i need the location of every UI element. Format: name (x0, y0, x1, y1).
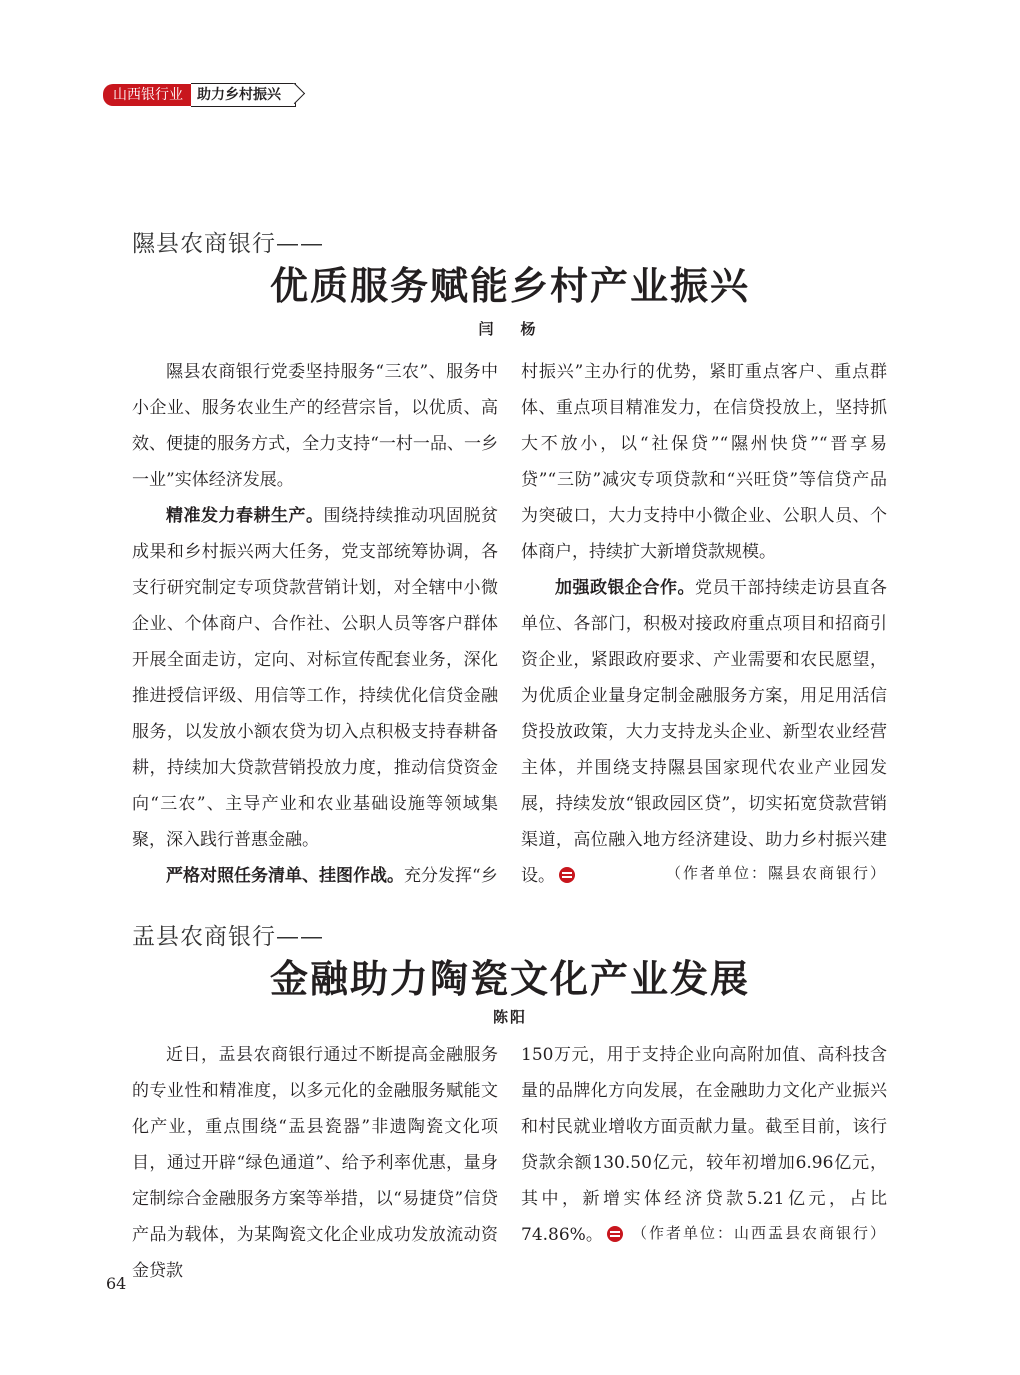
paragraph (132, 498, 498, 858)
paragraph: 近日，盂县农商银行通过不断提高金融服务的专业性和精准度，以多元化的金融服务赋能文化产业，重点围绕“盂县瓷器”非遗陶瓷文化项目，通过开辟“绿色通道”、给予利率优惠，量身定制综合金融服务方案等举措，以“易捷贷”信贷产品为载体，为某陶瓷文化企业成功发放流动资金贷款 (132, 1045, 498, 1281)
paragraph-body: 充分发挥“乡 (404, 866, 498, 886)
article2-right-column (521, 1037, 887, 1253)
article2-title: 金融助力陶瓷文化产业发展 (269, 956, 750, 1001)
paragraph-lead: 严格对照任务清单、挂图作战。 (166, 866, 404, 886)
article1-credit: （作者单位：隰县农商银行） (665, 864, 887, 882)
article1-kicker: 隰县农商银行—— (132, 231, 324, 257)
paragraph: 村振兴”主办行的优势，紧盯重点客户、重点群体、重点项目精准发力，在信贷投放上，坚持抓大不放小，以“社保贷”“隰州快贷”“晋享易贷”“三防”减灾专项贷款和“兴旺贷”等信贷产品为突破口，大力支持中小微企业、公职人员、个体商户，持续扩大新增贷款规模。 (521, 362, 887, 562)
article2-credit: （作者单位：山西盂县农商银行） (631, 1224, 887, 1242)
paragraph-lead: 加强政银企合作。 (555, 578, 695, 598)
article2-kicker: 盂县农商银行—— (132, 924, 324, 950)
paragraph (521, 570, 887, 894)
paragraph-body: 150万元，用于支持企业向高附加值、高科技含量的品牌化方向发展，在金融助力文化产业振兴和村民就业增收方面贡献力量。截至目前，该行贷款余额130.50亿元，较年初增加6.96亿元，其中，新增实体经济贷款5.21亿元，占比74.86%。 (521, 1045, 887, 1245)
article1-left-column (132, 354, 498, 894)
section-header (103, 83, 296, 107)
article1-title: 优质服务赋能乡村产业振兴 (269, 263, 750, 308)
paragraph-lead: 精准发力春耕生产。 (166, 506, 324, 526)
page-number: 64 (106, 1274, 127, 1293)
article1-right-column (521, 354, 887, 894)
paragraph (132, 858, 498, 894)
paragraph-body: 党员干部持续走访县直各单位、各部门，积极对接政府重点项目和招商引资企业，紧跟政府要求、产业需要和农民愿望，为优质企业量身定制金融服务方案，用足用活信贷投放政策，大力支持龙头企业、新型农业经营主体，并围绕支持隰县国家现代农业产业园发展，持续发放“银政园区贷”，切实拓宽贷款营销渠道，高位融入地方经济建设、助力乡村振兴建设。 (521, 578, 887, 886)
article2-author: 陈阳 (492, 1008, 527, 1026)
topic-label: 助力乡村振兴 (191, 83, 296, 107)
paragraph: 隰县农商银行党委坚持服务“三农”、服务中小企业、服务农业生产的经营宗旨，以优质、高效、便捷的服务方式，全力支持“一村一品、一乡一业”实体经济发展。 (132, 362, 498, 490)
section-label: 山西银行业 (103, 84, 191, 106)
article1-author: 闫 杨 (478, 320, 542, 338)
article2-left-column (132, 1037, 498, 1289)
paragraph-body: 围绕持续推动巩固脱贫成果和乡村振兴两大任务，党支部统筹协调，各支行研究制定专项贷款营销计划，对全辖中小微企业、个体商户、合作社、公职人员等客户群体开展全面走访，定向、对标宣传配套业务，深化推进授信评级、用信等工作，持续优化信贷金融服务，以发放小额农贷为切入点积极支持春耕备耕，持续加大贷款营销投放力度，推动信贷资金向“三农”、主导产业和农业基础设施等领域集聚，深入践行普惠金融。 (132, 506, 498, 850)
paragraph (521, 1037, 887, 1253)
